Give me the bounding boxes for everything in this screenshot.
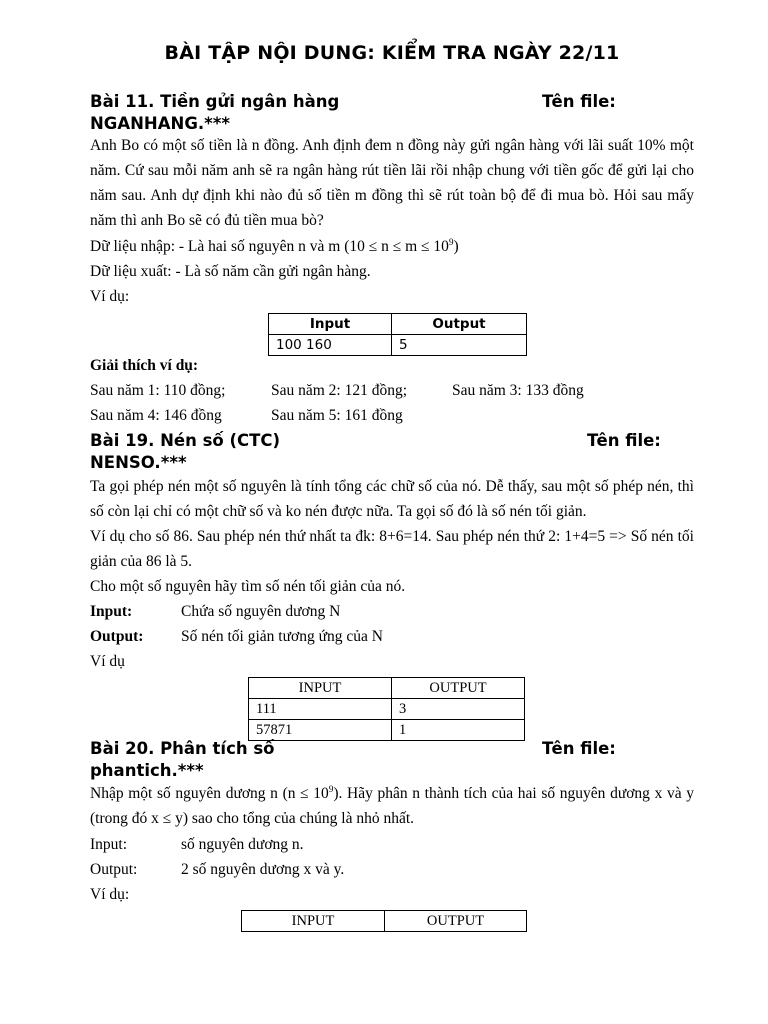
- bai19-filename: NENSO.***: [90, 453, 187, 472]
- table-row: [269, 335, 527, 356]
- bai20-filename: phantich.***: [90, 761, 204, 780]
- bai11-output-line: Dữ liệu xuất: - Là số năm cần gửi ngân hàng.: [90, 263, 371, 280]
- table-header-row: [269, 314, 527, 335]
- table-row: [249, 699, 525, 720]
- table-header-cell: Output: [392, 314, 527, 335]
- bai20-input-line: Input: số nguyên dương n.: [90, 836, 304, 853]
- bai20-example-table: [241, 910, 527, 932]
- bai19-output-line: Output: Số nén tối giản tương ứng của N: [90, 628, 383, 645]
- bai20-output-line: Output: 2 số nguyên dương x và y.: [90, 861, 345, 878]
- bai11-input-line: Dữ liệu nhập: - Là hai số nguyên n và m $(10 \le n \le m \le 10^9)$: [90, 237, 459, 255]
- bai11-example-table: [268, 313, 527, 356]
- table-cell: 111: [249, 699, 392, 720]
- table-header-cell: OUTPUT: [392, 678, 525, 699]
- table-cell: 3: [392, 699, 525, 720]
- table-header-row: [249, 678, 525, 699]
- bai19-paragraph-2: Ví dụ cho số 86. Sau phép nén thứ nhất ta đk: 8+6=14. Sau phép nén thứ 2: 1+4=5 => Số nén tối giản của 86 là 5.: [90, 528, 694, 570]
- bai20-example-label: Ví dụ:: [90, 886, 130, 903]
- bai19-example-label: Ví dụ: [90, 653, 125, 670]
- bai19-paragraph-1: Ta gọi phép nén một số nguyên là tính tổng các chữ số của nó. Dễ thấy, sau một số phép nén, thì số còn lại chỉ có một chữ số và ko nén được nữa. Ta gọi số đó là số nén tối giản.: [90, 478, 694, 520]
- bai20-heading-title: Bài 20. Phân tích số: [90, 739, 275, 758]
- bai19-paragraph-3: Cho một số nguyên hãy tìm số nén tối giản của nó.: [90, 578, 406, 595]
- page-title: BÀI TẬP NỘI DUNG: KIỂM TRA NGÀY 22/11: [164, 42, 620, 64]
- table-header-row: [242, 911, 527, 932]
- table-cell: 1: [392, 720, 525, 741]
- bai11-paragraph: Anh Bo có một số tiền là n đồng. Anh định đem n đồng này gửi ngân hàng với lãi suất 10% một năm. Cứ sau mỗi năm anh sẽ ra ngân hàng rút tiền lãi rồi nhập chung với tiền gốc để gửi lại cho năm sau. Anh dự định khi nào đủ số tiền m đồng thì sẽ rút toàn bộ để đi mua bò. Hỏi sau mấy năm thì anh Bo sẽ có đủ tiền mua bò?: [90, 137, 694, 229]
- table-header-cell: Input: [269, 314, 392, 335]
- table-cell: 100 160: [269, 335, 392, 356]
- bai11-explain-title: Giải thích ví dụ:: [90, 357, 199, 374]
- table-header-cell: INPUT: [249, 678, 392, 699]
- bai11-filename: NGANHANG.***: [90, 114, 231, 133]
- bai11-explain-row-1: Sau năm 1: 110 đồng; Sau năm 2: 121 đồng; Sau năm 3: 133 đồng: [90, 382, 584, 399]
- table-header-cell: OUTPUT: [385, 911, 527, 932]
- bai11-heading: [90, 91, 694, 135]
- bai19-heading: [90, 430, 694, 474]
- bai20-heading: [90, 738, 694, 782]
- bai19-example-table: [248, 677, 525, 741]
- bai19-filename-label: Tên file:: [587, 431, 661, 450]
- table-header-cell: INPUT: [242, 911, 385, 932]
- bai19-heading-title: Bài 19. Nén số (CTC): [90, 431, 281, 450]
- bai11-filename-label: Tên file:: [542, 92, 616, 111]
- bai20-paragraph: Nhập một số nguyên dương n $(n \le 10^9)$. Hãy phân n thành tích của hai số nguyên dương x và y (trong đó x ≤ y) sao cho tổng của chúng là nhỏ nhất.: [90, 784, 694, 827]
- bai11-heading-title: Bài 11. Tiền gửi ngân hàng: [90, 92, 340, 111]
- bai11-explain-row-2: Sau năm 4: 146 đồng Sau năm 5: 161 đồng: [90, 407, 403, 424]
- bai11-example-label: Ví dụ:: [90, 288, 130, 305]
- bai19-input-line: Input: Chứa số nguyên dương N: [90, 603, 341, 620]
- table-cell: 57871: [249, 720, 392, 741]
- table-cell: 5: [392, 335, 527, 356]
- bai20-filename-label: Tên file:: [542, 739, 616, 758]
